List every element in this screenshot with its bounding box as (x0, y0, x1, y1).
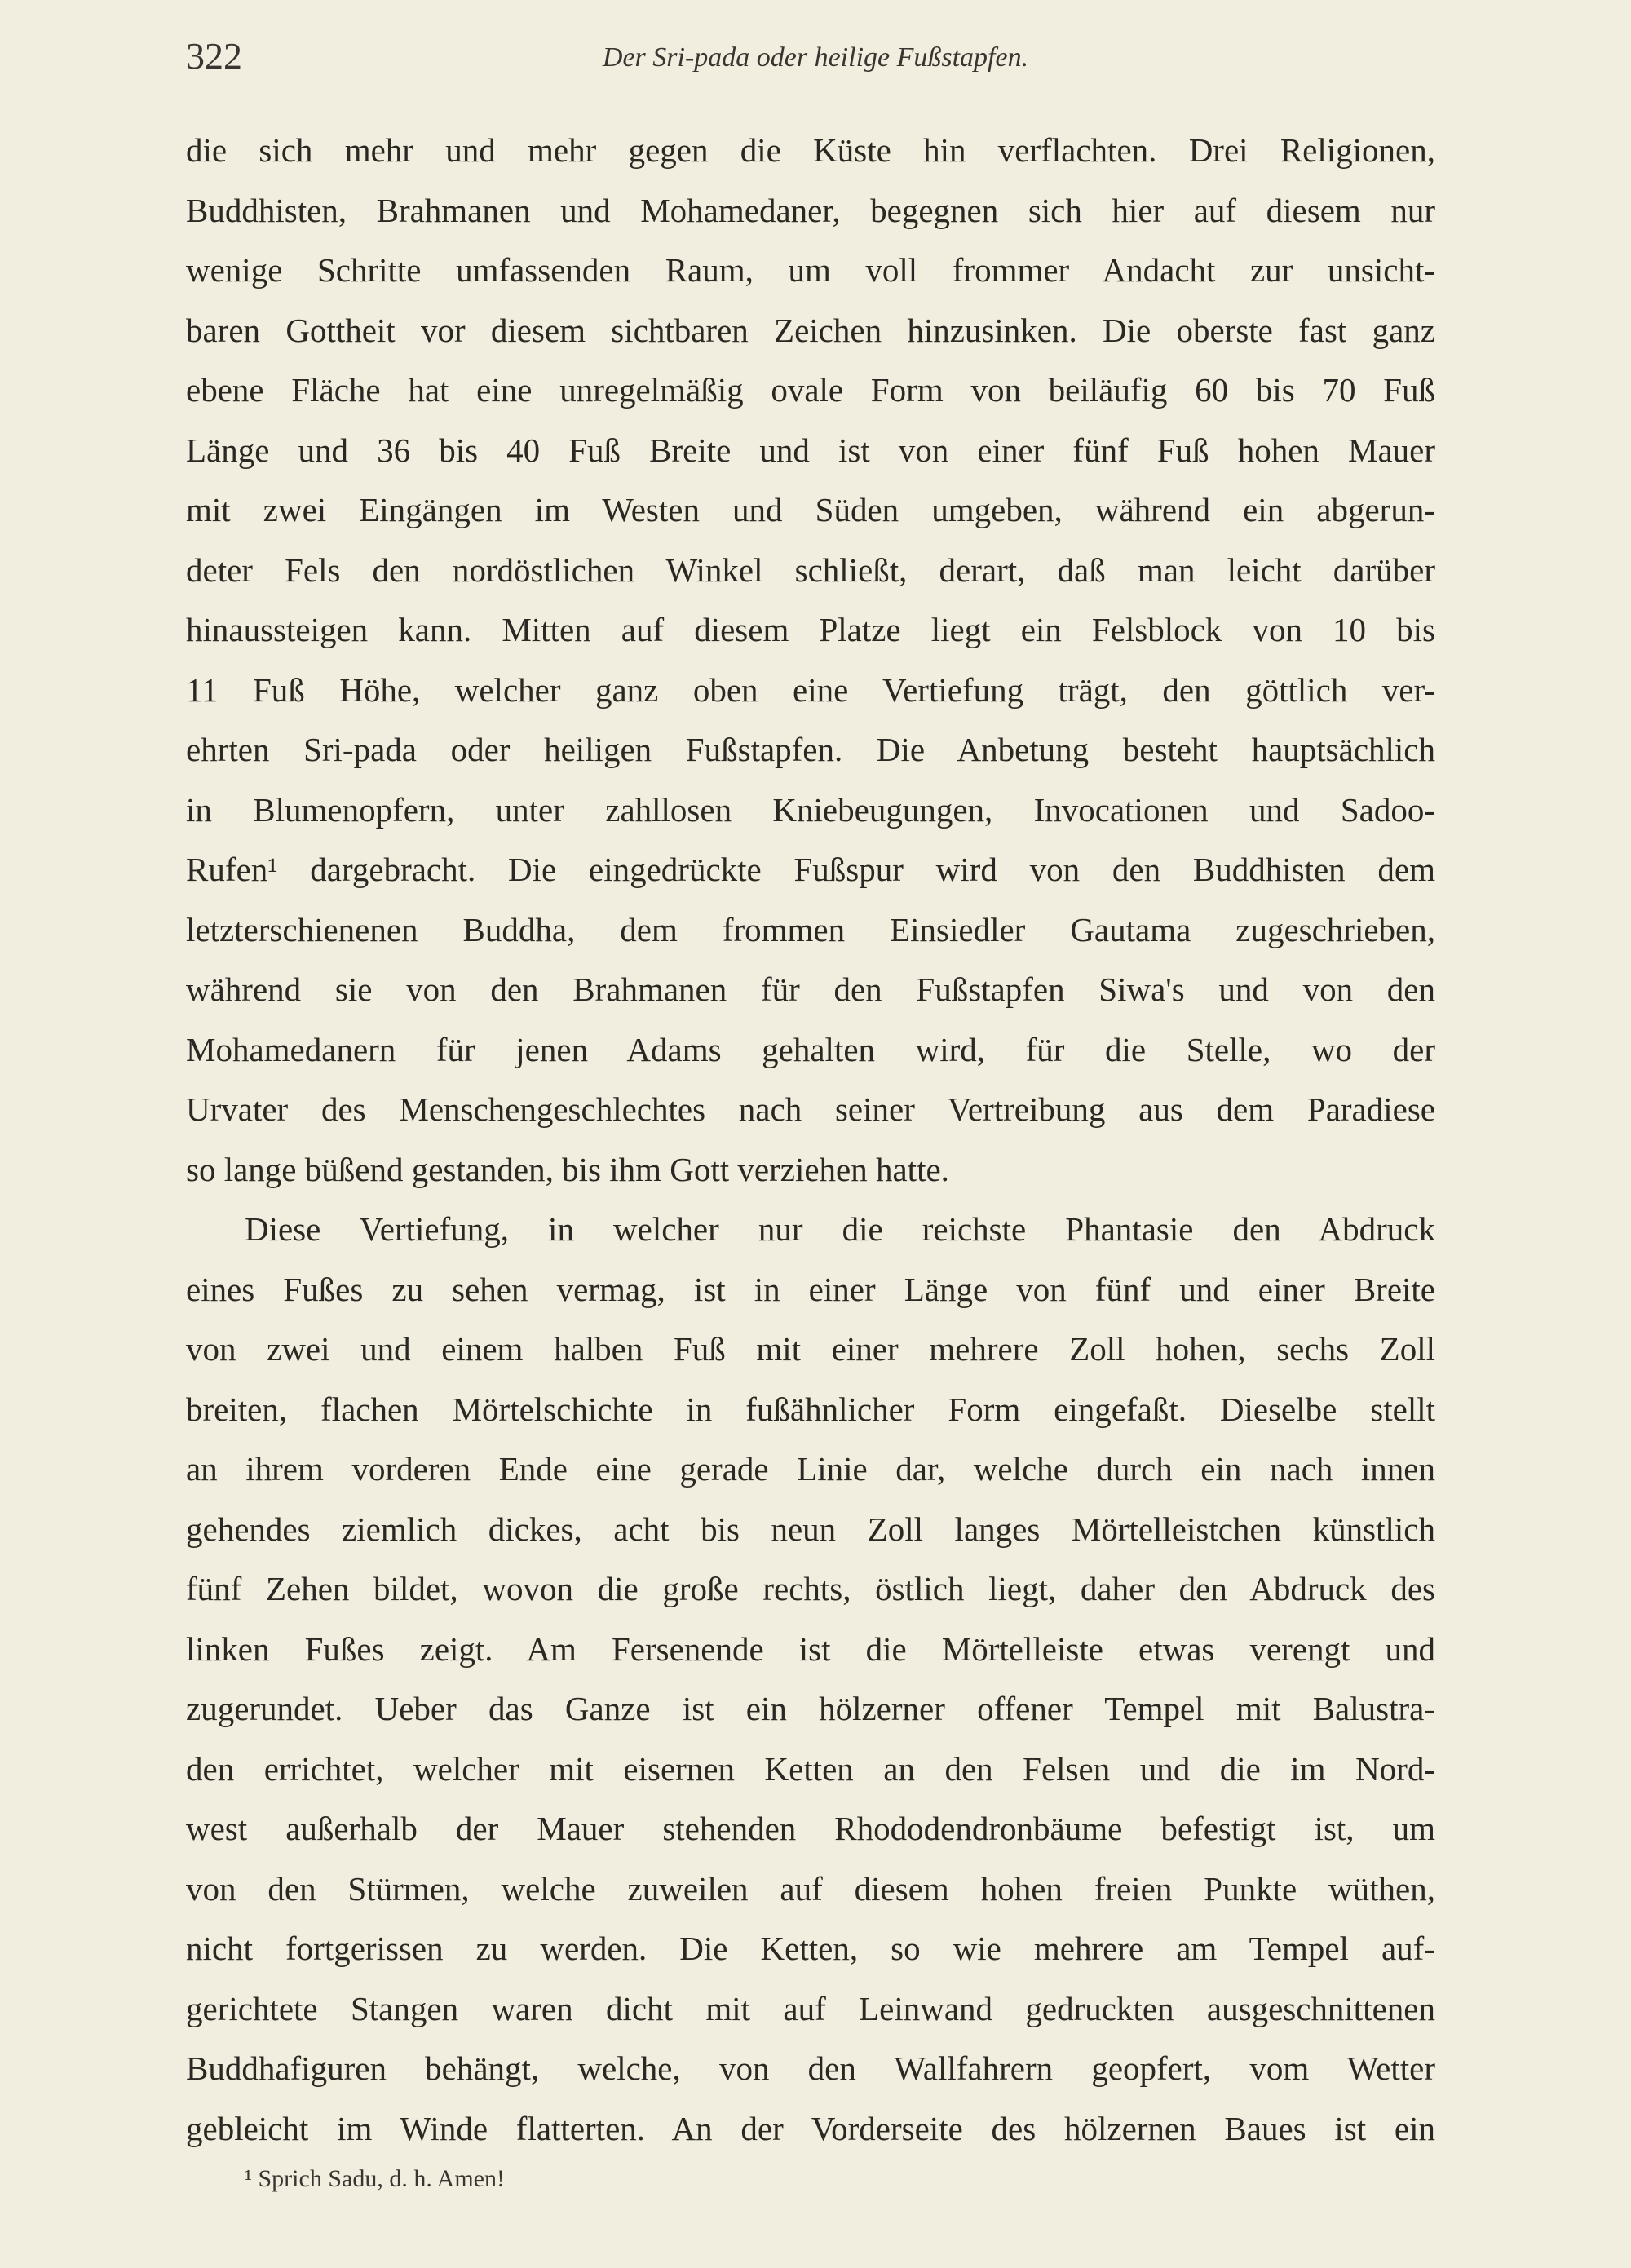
text-line: Urvater des Menschengeschlechtes nach seiner Vertreibung aus dem Paradiese (186, 1090, 1435, 1128)
footnote: ¹ Sprich Sadu, d. h. Amen! (245, 2165, 505, 2192)
text-line: von den Stürmen, welche zuweilen auf diesem hohen freien Punkte wüthen, (186, 1869, 1435, 1908)
text-line: Länge und 36 bis 40 Fuß Breite und ist von einer fünf Fuß hohen Mauer (186, 431, 1435, 469)
text-line: die sich mehr und mehr gegen die Küste hin verflachten. Drei Religionen, (186, 131, 1435, 169)
text-line: an ihrem vorderen Ende eine gerade Linie dar, welche durch ein nach innen (186, 1450, 1435, 1488)
text-line: hinaussteigen kann. Mitten auf diesem Platze liegt ein Felsblock von 10 bis (186, 611, 1435, 648)
text-line: deter Fels den nordöstlichen Winkel schließt, derart, daß man leicht darüber (186, 550, 1435, 589)
text-line: gerichtete Stangen waren dicht mit auf Leinwand gedruckten ausgeschnittenen (186, 1989, 1435, 2027)
text-line: mit zwei Eingängen im Westen und Süden umgeben, während ein abgerun- (186, 491, 1435, 528)
text-line: Buddhafiguren behängt, welche, von den Wallfahrern geopfert, vom Wetter (186, 2049, 1435, 2087)
text-line: zugerundet. Ueber das Ganze ist ein hölzerner offener Tempel mit Balustra- (186, 1690, 1435, 1727)
text-line: während sie von den Brahmanen für den Fußstapfen Siwa's und von den (186, 970, 1435, 1008)
text-line: breiten, flachen Mörtelschichte in fußähnlicher Form eingefaßt. Dieselbe stellt (186, 1390, 1435, 1428)
running-head: Der Sri-pada oder heilige Fußstapfen. (602, 42, 1029, 73)
text-line: so lange büßend gestanden, bis ihm Gott verziehen hatte. (186, 1150, 949, 1188)
text-line: wenige Schritte umfassenden Raum, um voll frommer Andacht zur unsicht- (186, 251, 1435, 289)
text-line: fünf Zehen bildet, wovon die große rechts, östlich liegt, daher den Abdruck des (186, 1570, 1435, 1607)
text-line: 11 Fuß Höhe, welcher ganz oben eine Vertiefung trägt, den göttlich ver- (186, 670, 1435, 709)
text-line: den errichtet, welcher mit eisernen Ketten an den Felsen und die im Nord- (186, 1749, 1435, 1788)
text-line: Rufen¹ dargebracht. Die eingedrückte Fußspur wird von den Buddhisten dem (186, 851, 1435, 888)
text-line: baren Gottheit vor diesem sichtbaren Zeichen hinzusinken. Die oberste fast ganz (186, 311, 1435, 349)
body-text (186, 121, 1435, 2159)
text-line: letzterschienenen Buddha, dem frommen Einsiedler Gautama zugeschrieben, (186, 910, 1435, 948)
text-line: Buddhisten, Brahmanen und Mohamedaner, begegnen sich hier auf diesem nur (186, 191, 1435, 229)
text-line: ehrten Sri-pada oder heiligen Fußstapfen. Die Anbetung besteht hauptsächlich (186, 731, 1435, 768)
page-number: 322 (186, 35, 242, 77)
text-line: linken Fußes zeigt. Am Fersenende ist die Mörtelleiste etwas verengt und (186, 1629, 1435, 1668)
text-line: in Blumenopfern, unter zahllosen Kniebeugungen, Invocationen und Sadoo- (186, 790, 1435, 829)
text-line: ebene Fläche hat eine unregelmäßig ovale Form von beiläufig 60 bis 70 Fuß (186, 371, 1435, 409)
text-line: gebleicht im Winde flatterten. An der Vorderseite des hölzernen Baues ist ein (186, 2109, 1435, 2147)
text-line: gehendes ziemlich dickes, acht bis neun Zoll langes Mörtelleistchen künstlich (186, 1510, 1435, 1548)
text-line: west außerhalb der Mauer stehenden Rhododendronbäume befestigt ist, um (186, 1810, 1435, 1847)
text-line: nicht fortgerissen zu werden. Die Ketten, so wie mehrere am Tempel auf- (186, 1930, 1435, 1967)
text-line: eines Fußes zu sehen vermag, ist in einer Länge von fünf und einer Breite (186, 1270, 1435, 1308)
text-line: Diese Vertiefung, in welcher nur die reichste Phantasie den Abdruck (245, 1210, 1435, 1248)
text-line: Mohamedanern für jenen Adams gehalten wird, für die Stelle, wo der (186, 1030, 1435, 1068)
text-line: von zwei und einem halben Fuß mit einer mehrere Zoll hohen, sechs Zoll (186, 1330, 1435, 1368)
